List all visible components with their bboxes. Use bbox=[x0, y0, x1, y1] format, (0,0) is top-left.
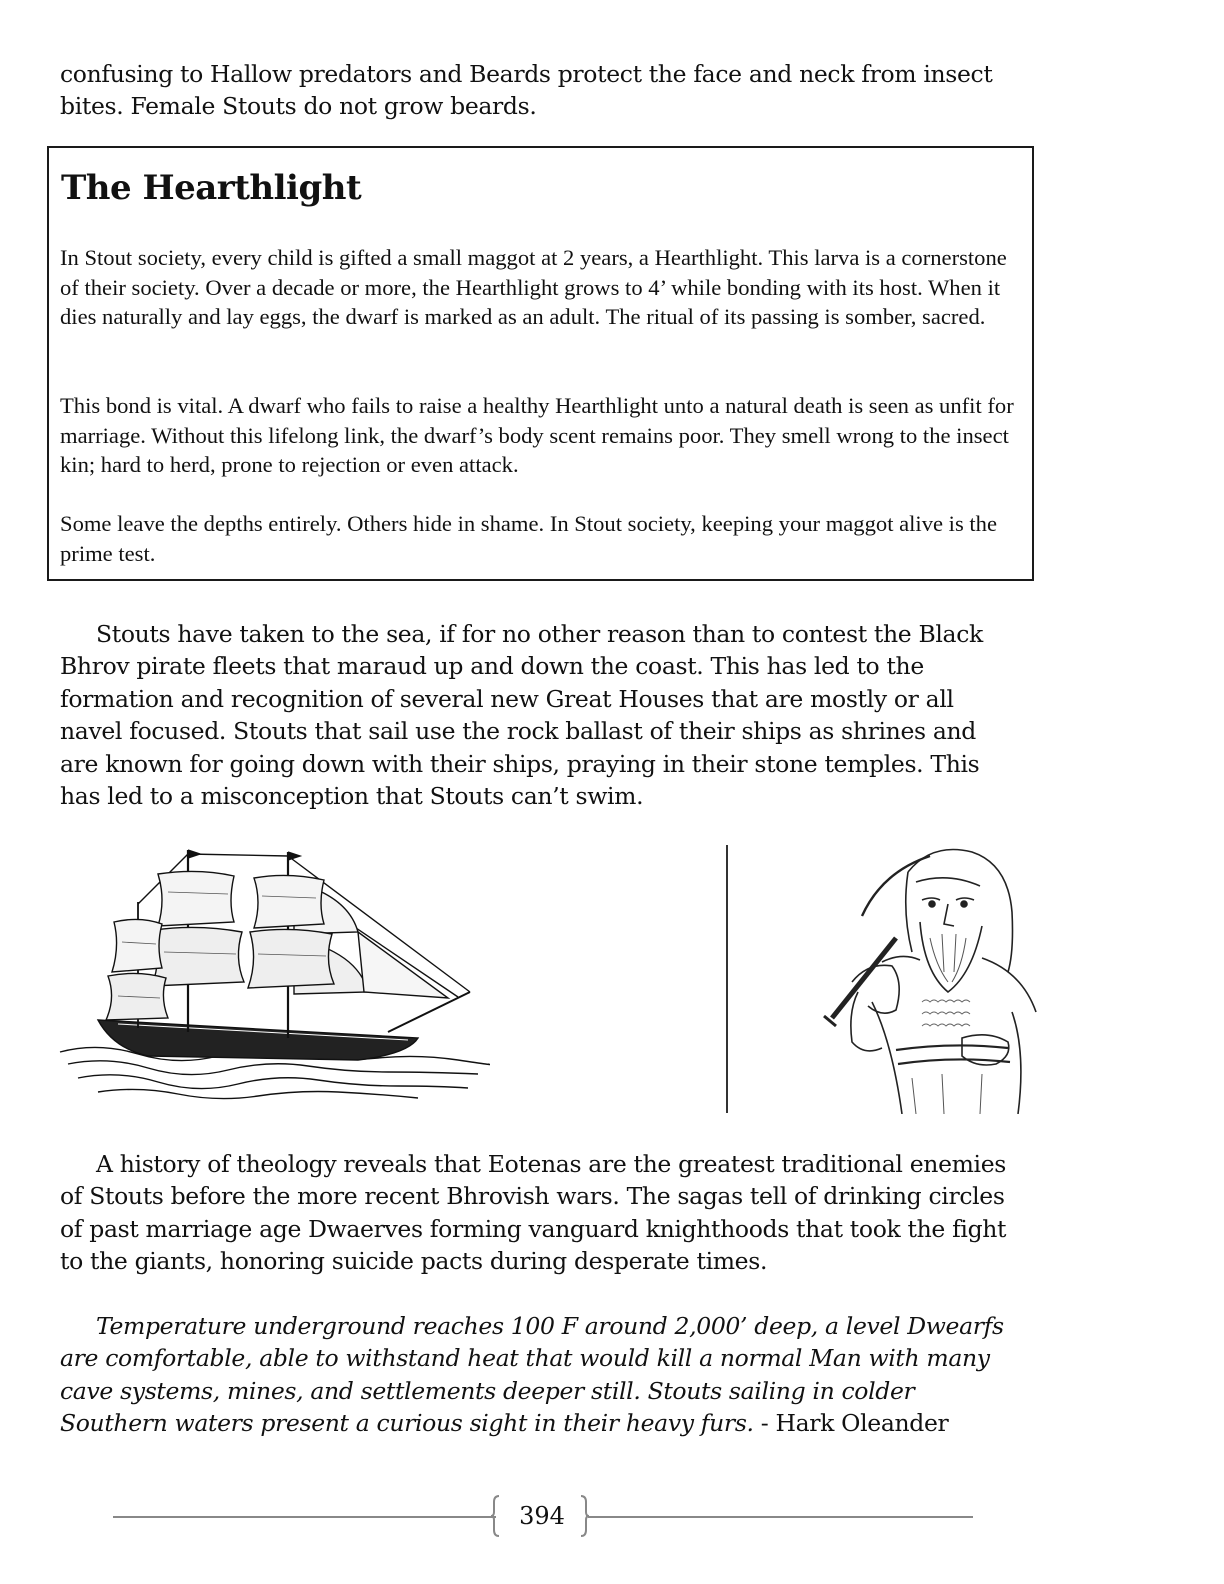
right-brace-ornament bbox=[580, 1494, 590, 1538]
quote-attribution: - Hark Oleander bbox=[753, 1409, 949, 1438]
sidebar-paragraph-1: In Stout society, every child is gifted a small maggot at 2 years, a Hearthlight. This larva is a cornerstone of their society. Over a decade or more, the Hearthlight grows to 4’ while bonding with its host. When it dies naturally and lay eggs, the dwarf is marked as an adult. The ritual of its passing is somber, sacred. bbox=[60, 245, 1007, 329]
hearthlight-sidebar bbox=[47, 146, 1034, 581]
footer-rule-left bbox=[113, 1516, 496, 1518]
quote-paragraph bbox=[60, 1310, 1020, 1440]
sidebar-title: The Hearthlight bbox=[61, 168, 362, 208]
sea-paragraph: Stouts have taken to the sea, if for no other reason than to contest the Black Bhrov pirate fleets that maraud up and down the coast. This has led to the formation and recognition of several new Great Houses that are mostly or all navel focused. Stouts that sail use the rock ballast of their ships as shrines and are known for going down with their ships, praying in their stone temples. This has led to a misconception that Stouts can’t swim. bbox=[60, 620, 983, 811]
page-number: 394 bbox=[519, 1502, 565, 1530]
intro-paragraph: confusing to Hallow predators and Beards protect the face and neck from insect bites. Female Stouts do not grow beards. bbox=[60, 60, 993, 121]
dwarf-with-pickaxe-illustration bbox=[812, 842, 1038, 1114]
sailing-ship-illustration bbox=[58, 842, 490, 1114]
sidebar-paragraph-2: This bond is vital. A dwarf who fails to raise a healthy Hearthlight unto a natural death is seen as unfit for marriage. Without this lifelong link, the dwarf’s body scent remains poor. They smell wrong to the insect kin; hard to herd, prone to rejection or even attack. bbox=[60, 393, 1014, 477]
theology-paragraph: A history of theology reveals that Eotenas are the greatest traditional enemies of Stouts before the more recent Bhrovish wars. The sagas tell of drinking circles of past marriage age Dwaerves forming vanguard knighthoods that took the fight to the giants, honoring suicide pacts during desperate times. bbox=[60, 1150, 1007, 1276]
footer-rule-right bbox=[588, 1516, 973, 1518]
quote-text: Temperature underground reaches 100 F around 2,000’ deep, a level Dwearfs are comfortable, able to withstand heat that would kill a normal Man with many cave systems, mines, and settlements deeper still. Stouts sailing in colder Southern waters present a curious sight in their heavy furs. bbox=[60, 1312, 1004, 1438]
illustration-divider bbox=[726, 845, 728, 1113]
sidebar-paragraph-3: Some leave the depths entirely. Others hide in shame. In Stout society, keeping your maggot alive is the prime test. bbox=[60, 511, 997, 566]
